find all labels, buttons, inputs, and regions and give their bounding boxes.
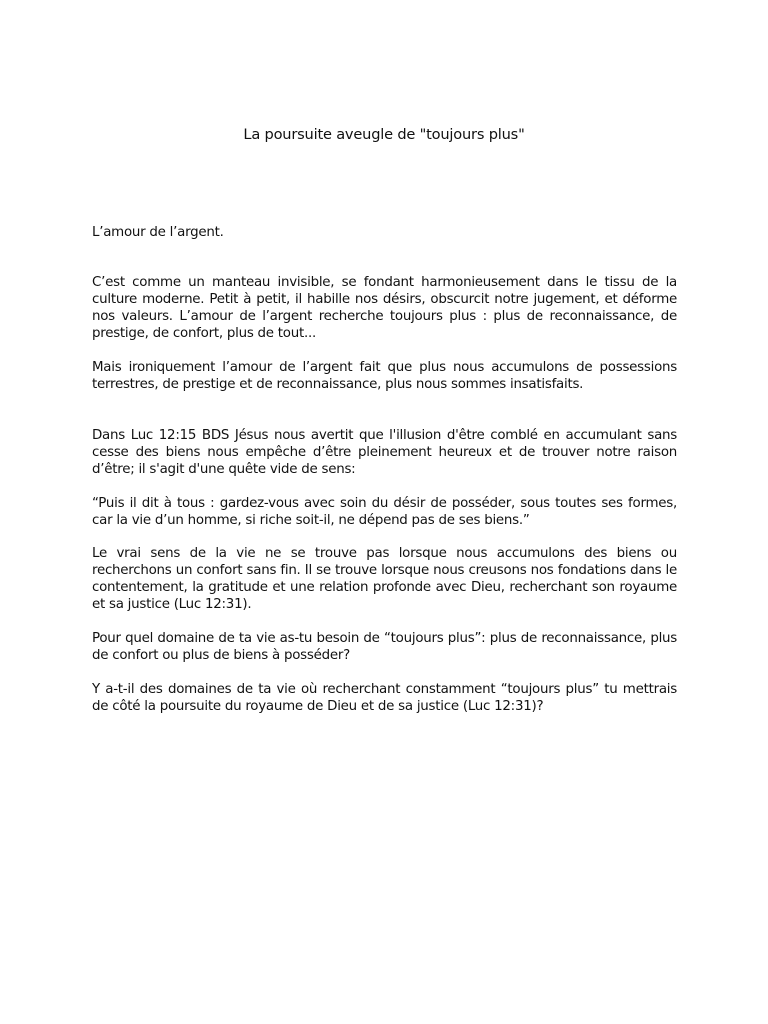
paragraph-quote: “Puis il dit à tous : gardez-vous avec soin du désir de posséder, sous toutes ses formes, car la vie d’un homme, si riche soit-il, ne dépend pas de ses biens.”	[92, 496, 677, 528]
paragraph-3: Dans Luc 12:15 BDS Jésus nous avertit que l'illusion d'être comblé en accumulant sans cesse des biens nous empêche d’être pleinement heureux et de trouver notre raison d’être; il s'agit d'une quête vide de sens:	[92, 428, 677, 477]
paragraph-5: Le vrai sens de la vie ne se trouve pas lorsque nous accumulons des biens ou recherchons un confort sans fin. Il se trouve lorsque nous creusons nos fondations dans le contentement, la gratitude et une relation profonde avec Dieu, recherchant son royaume et sa justice (Luc 12:31).	[92, 546, 677, 612]
paragraph-2: Mais ironiquement l’amour de l’argent fait que plus nous accumulons de possessions terrestres, de prestige et de reconnaissance, plus nous sommes insatisfaits.	[92, 360, 677, 392]
paragraph-question-2: Y a-t-il des domaines de ta vie où recherchant constamment “toujours plus” tu mettrais de côté la poursuite du royaume de Dieu et de sa justice (Luc 12:31)?	[92, 682, 677, 714]
document-title: La poursuite aveugle de "toujours plus"	[243, 126, 525, 143]
paragraph-question-1: Pour quel domaine de ta vie as-tu besoin de “toujours plus”: plus de reconnaissance, plus de confort ou plus de biens à posséder?	[92, 631, 677, 663]
paragraph-intro: L’amour de l’argent.	[92, 225, 224, 240]
paragraph-1: C’est comme un manteau invisible, se fondant harmonieusement dans le tissu de la culture moderne. Petit à petit, il habille nos désirs, obscurcit notre jugement, et déforme nos valeurs. L’amour de l’argent recherche toujours plus : plus de reconnaissance, de prestige, de confort, plus de tout...	[92, 275, 677, 341]
